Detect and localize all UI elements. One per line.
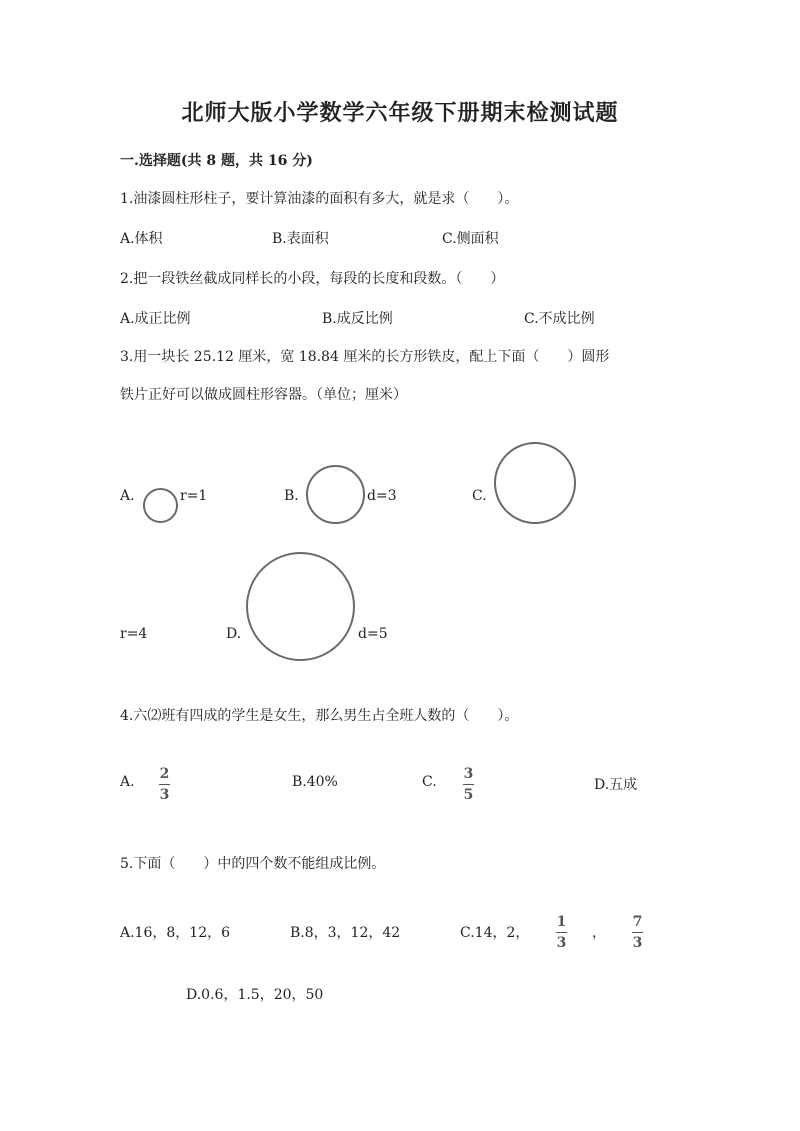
fraction-bar xyxy=(556,932,567,933)
fraction-numerator: 7 xyxy=(632,914,643,930)
question-2-text: 2.把一段铁丝截成同样长的小段，每段的长度和段数。（ ） xyxy=(120,271,505,287)
question-1-text: 1.油漆圆柱形柱子，要计算油漆的面积有多大，就是求（ ）。 xyxy=(120,191,519,207)
question-5-separator: ， xyxy=(592,925,606,941)
fraction-seven-thirds xyxy=(632,914,643,951)
question-3-option-a-label: r=1 xyxy=(180,488,208,504)
fraction-three-fifths xyxy=(463,766,474,803)
question-3-option-b: B. xyxy=(284,488,299,504)
fraction-denominator: 5 xyxy=(463,787,474,803)
question-3-text-line-2: 铁片正好可以做成圆柱形容器。（单位；厘米） xyxy=(120,387,407,403)
question-4-text: 4.六⑵班有四成的学生是女生，那么男生占全班人数的（ ）。 xyxy=(120,708,519,724)
question-5-option-c: C.14，2， xyxy=(460,925,530,941)
question-1-option-c: C.侧面积 xyxy=(442,231,499,247)
question-1-option-b: B.表面积 xyxy=(272,231,329,247)
question-2-option-b: B.成反比例 xyxy=(322,311,393,327)
question-2-option-c: C.不成比例 xyxy=(524,311,595,327)
fraction-numerator: 3 xyxy=(463,766,474,782)
fraction-numerator: 2 xyxy=(159,766,170,782)
fraction-denominator: 3 xyxy=(159,787,170,803)
fraction-bar xyxy=(463,784,474,785)
question-1-option-a: A.体积 xyxy=(120,231,163,247)
circle-d5-figure xyxy=(246,552,355,661)
circle-c-figure xyxy=(494,442,576,524)
fraction-bar xyxy=(159,784,170,785)
question-3-option-d: D. xyxy=(226,626,242,642)
question-3-option-a: A. xyxy=(120,488,135,504)
question-4-option-b: B.40% xyxy=(292,774,338,790)
question-3-text-line-1: 3.用一块长 25.12 厘米，宽 18.84 厘米的长方形铁皮，配上下面（ ）圆形 xyxy=(120,349,610,365)
fraction-numerator: 1 xyxy=(556,914,567,930)
circle-d3-figure xyxy=(306,465,365,524)
question-5-option-b: B.8，3，12，42 xyxy=(290,925,401,941)
question-3-option-b-label: d=3 xyxy=(367,488,397,504)
question-4-option-c: C. xyxy=(422,774,437,790)
question-3-option-d-label: d=5 xyxy=(358,626,388,642)
question-2-option-a: A.成正比例 xyxy=(120,311,191,327)
page-title: 北师大版小学数学六年级下册期末检测试题 xyxy=(181,100,619,126)
fraction-one-third xyxy=(556,914,567,951)
fraction-two-thirds xyxy=(159,766,170,803)
question-3-option-c-label: r=4 xyxy=(120,626,148,642)
circle-r1-figure xyxy=(143,488,178,523)
question-5-option-a: A.16，8，12，6 xyxy=(120,925,231,941)
question-5-text: 5.下面（ ）中的四个数不能组成比例。 xyxy=(120,856,386,872)
fraction-bar xyxy=(632,932,643,933)
question-5-option-d: D.0.6，1.5，20，50 xyxy=(186,987,324,1003)
section-heading: 一.选择题(共 8 题，共 16 分) xyxy=(120,153,313,169)
question-3-option-c: C. xyxy=(472,488,487,504)
fraction-denominator: 3 xyxy=(632,935,643,951)
fraction-denominator: 3 xyxy=(556,935,567,951)
question-4-option-a: A. xyxy=(120,774,135,790)
question-4-option-d: D.五成 xyxy=(594,777,638,793)
